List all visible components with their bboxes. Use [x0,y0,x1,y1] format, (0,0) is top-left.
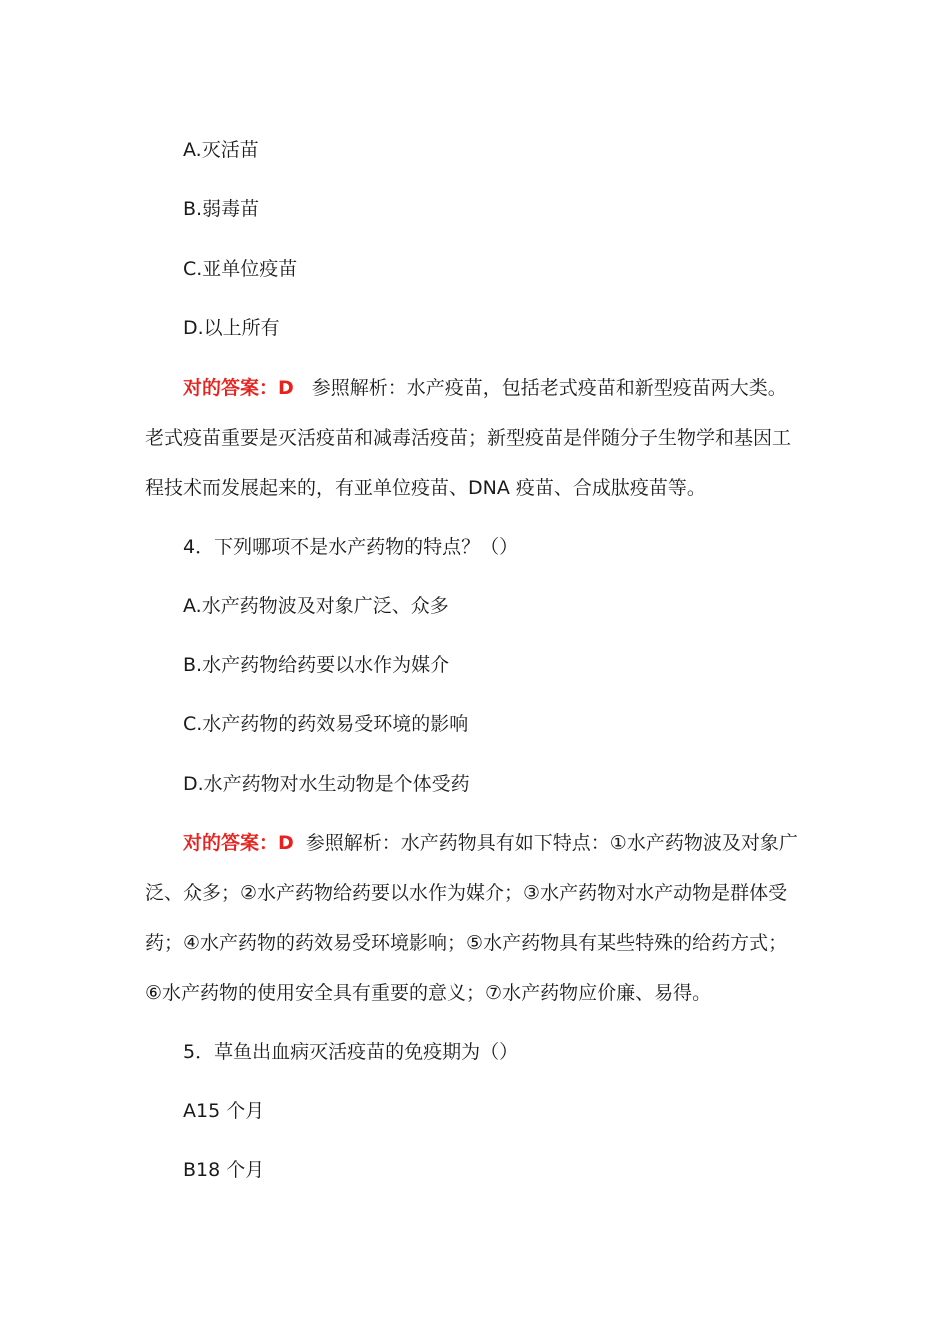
q4-option-a: A.水产药物波及对象广泛、众多 [183,595,449,617]
q3-option-c: C.亚单位疫苗 [183,258,298,280]
q4-option-d: D.水产药物对水生动物是个体受药 [183,773,470,795]
q4-answer-line [183,831,798,855]
q5-option-b: B18 个月 [183,1159,265,1181]
q3-answer-label: 对的答案：D [183,377,294,399]
q4-question: 4．下列哪项不是水产药物的特点？（） [183,536,519,558]
q4-answer-label: 对的答案：D [183,832,294,854]
q3-answer-line [183,376,787,400]
q3-explanation-2: 老式疫苗重要是灭活疫苗和减毒活疫苗；新型疫苗是伴随分子生物学和基因工 [145,427,792,449]
q4-explanation-2: 泛、众多；②水产药物给药要以水作为媒介；③水产药物对水产动物是群体受 [145,882,788,904]
q3-option-a: A.灭活苗 [183,139,259,161]
q3-option-d: D.以上所有 [183,317,280,339]
q3-explanation-3: 程技术而发展起来的，有亚单位疫苗、DNA 疫苗、合成肽疫苗等。 [145,477,706,499]
q4-option-c: C.水产药物的药效易受环境的影响 [183,713,469,735]
q3-option-b: B.弱毒苗 [183,198,260,220]
q4-explanation-3: 药；④水产药物的药效易受环境影响；⑤水产药物具有某些特殊的给药方式； [145,932,788,954]
q5-option-a: A15 个月 [183,1100,265,1122]
q4-option-b: B.水产药物给药要以水作为媒介 [183,654,450,676]
q3-explanation-1: 参照解析：水产疫苗，包括老式疫苗和新型疫苗两大类。 [311,377,787,399]
q4-explanation-1: 参照解析：水产药物具有如下特点：①水产药物波及对象广 [305,832,798,854]
q4-explanation-4: ⑥水产药物的使用安全具有重要的意义；⑦水产药物应价廉、易得。 [145,982,712,1004]
q5-question: 5．草鱼出血病灭活疫苗的免疫期为（） [183,1041,519,1063]
